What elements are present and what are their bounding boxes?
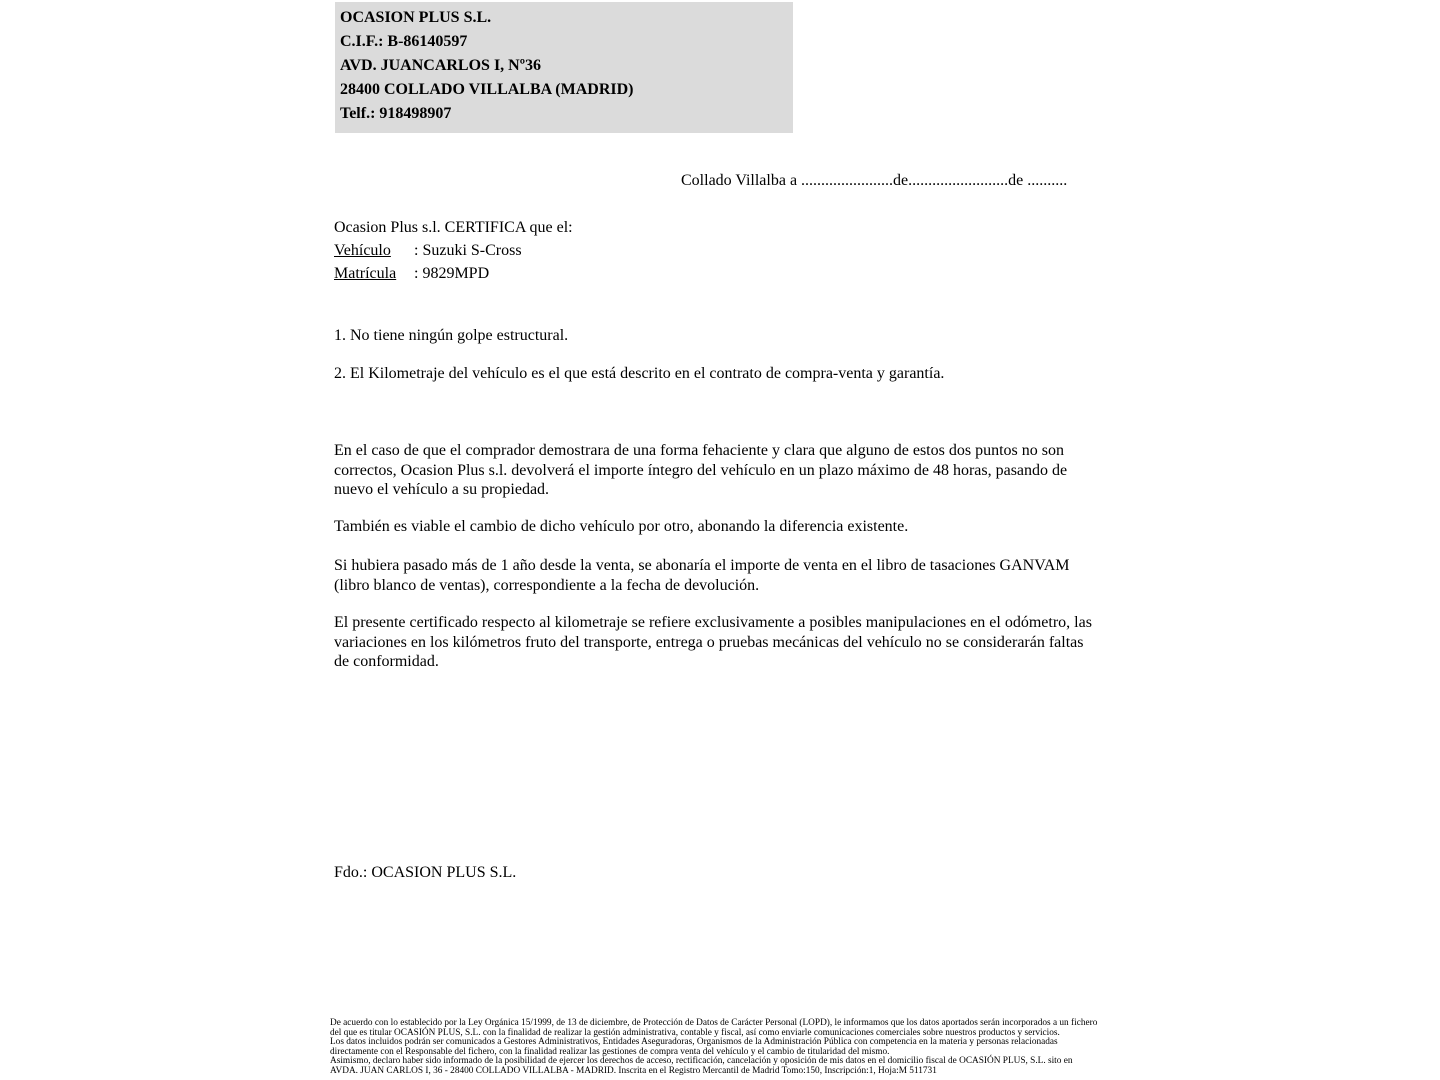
legal-paragraph-data-sharing: Los datos incluidos podrán ser comunicados a Gestores Administrativos, Entidades Aseguradoras, Organismos de la Administración Pública con competencia en la materia y personas relacionadas directamente con el Responsable del fichero, con la finalidad realizar las gestiones de compra venta del vehículo y el cambio de titularidad del mismo. <box>330 1037 1058 1057</box>
vehicle-value: : Suzuki S-Cross <box>414 242 522 259</box>
company-address: AVD. JUANCARLOS I, Nº36 <box>340 57 542 74</box>
legal-paragraph-lopd: De acuerdo con lo establecido por la Ley Orgánica 15/1999, de 13 de diciembre, de Protección de Datos de Carácter Personal (LOPD), le informamos que los datos aportados serán incorporados a un fichero del que es titular OCASIÓN PLUS, S.L. con la finalidad de realizar la gestión administrativa, contable y fiscal, así como enviarle comunicaciones comerciales sobre nuestros productos y servicios. <box>330 1018 1098 1038</box>
paragraph-ganvam: Si hubiera pasado más de 1 año desde la venta, se abonaría el importe de venta en el libro de tasaciones GANVAM (libro blanco de ventas), correspondiente a la fecha de devolución. <box>334 557 1070 594</box>
company-phone: Telf.: 918498907 <box>340 105 452 122</box>
company-header-box <box>335 2 793 133</box>
certifies-line: Ocasion Plus s.l. CERTIFICA que el: <box>334 219 573 236</box>
signature-line: Fdo.: OCASION PLUS S.L. <box>334 864 517 881</box>
vehicle-label: Vehículo <box>334 242 391 259</box>
paragraph-odometer: El presente certificado respecto al kilometraje se refiere exclusivamente a posibles manipulaciones en el odómetro, las variaciones en los kilómetros fruto del transporte, entrega o pruebas mecánicas del vehículo no se considerarán faltas de conformidad. <box>334 614 1092 670</box>
point-1: 1. No tiene ningún golpe estructural. <box>334 327 569 344</box>
legal-paragraph-rights: Asimismo, declaro haber sido informado de la posibilidad de ejercer los derechos de acceso, rectificación, cancelación y oposición de mis datos en el domicilio fiscal de OCASIÓN PLUS, S.L. sito en AVDA. JUAN CARLOS I, 36 - 28400 COLLADO VILLALBA - MADRID. Inscrita en el Registro Mercantil de Madrid Tomo:150, Inscripción:1, Hoja:M 511731 <box>330 1056 1073 1076</box>
date-line: Collado Villalba a .......................de.........................de .......... <box>681 172 1068 189</box>
point-2: 2. El Kilometraje del vehículo es el que está descrito en el contrato de compra-venta y garantía. <box>334 365 945 382</box>
company-city: 28400 COLLADO VILLALBA (MADRID) <box>340 81 634 98</box>
paragraph-exchange: También es viable el cambio de dicho vehículo por otro, abonando la diferencia existente. <box>334 518 909 535</box>
vehicle-line <box>334 241 1096 261</box>
company-cif: C.I.F.: B-86140597 <box>340 33 468 50</box>
paragraph-refund: En el caso de que el comprador demostrara de una forma fehaciente y clara que alguno de estos dos puntos no son correctos, Ocasion Plus s.l. devolverá el importe íntegro del vehículo en un plazo máximo de 48 horas, pasando de nuevo el vehículo a su propiedad. <box>334 442 1068 498</box>
plate-label: Matrícula <box>334 265 397 282</box>
company-name: OCASION PLUS S.L. <box>340 9 492 26</box>
legal-footer <box>330 1019 1102 1077</box>
plate-value: : 9829MPD <box>414 265 490 282</box>
plate-line <box>334 264 1096 284</box>
